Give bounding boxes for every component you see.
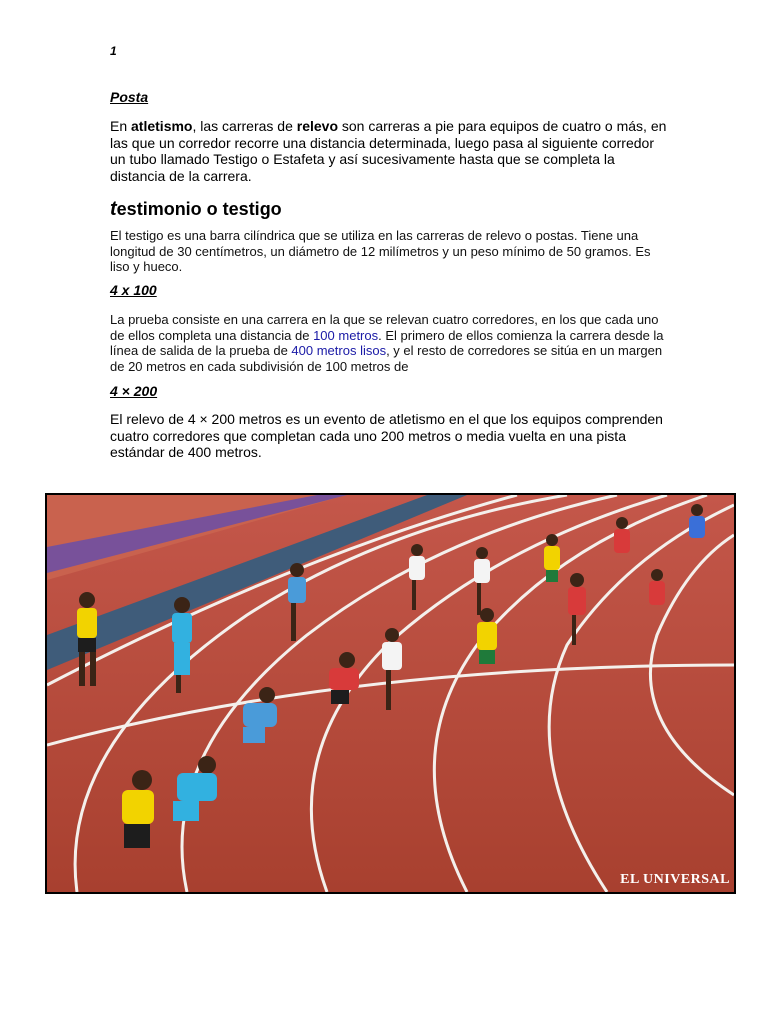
link-100-metros[interactable]: 100 metros [313,327,379,343]
text-run: son carreras a pie para equipos de cuatro o más, en las que un corredor recorre una distancia determinada, luego pasa al siguiente corredor un tubo llamado Testigo o Estafeta y así sucesivamente hasta que se completa la distancia de la carrera. [110,118,667,184]
text-run: , y el resto de corredores se sitúa en un margen de 20 metros en cada subdivisión de 100 metros de [110,343,663,374]
relay-race-photo [45,493,736,894]
link-400-metros-lisos[interactable]: 400 metros lisos [291,343,387,358]
heading-4x100: 4 x 100 [110,282,157,298]
heading-rest: estimonio o testigo [116,199,282,219]
text-run: En [110,118,132,134]
heading-first-letter: t [110,198,117,220]
heading-4x200: 4 × 200 [110,383,158,399]
paragraph-4x100 [110,312,670,374]
bold-term-relevo: relevo [296,118,338,134]
text-run: La prueba consiste en una carrera en la que se relevan cuatro corredores, en los que cada uno de ellos completa una distancia de [110,312,659,343]
paragraph-4x200: El relevo de 4 × 200 metros es un evento de atletismo en el que los equipos comprenden cuatro corredores que completan cada uno 200 metros o media vuelta en una pista estándar de 400 metros. [110,411,663,460]
heading-posta: Posta [110,89,149,105]
paragraph-testigo: El testigo es una barra cilíndrica que se utiliza en las carreras de relevo o postas. Tiene una longitud de 30 centímetros, un diámetro de 12 milímetros y un peso mínimo de 50 gramos. Es liso y hueco. [110,228,651,274]
page-number: 1 [110,44,117,58]
text-run: , las carreras de [192,118,297,134]
track-illustration [47,495,734,892]
photo-watermark: EL UNIVERSAL [620,872,730,887]
bold-term-atletismo: atletismo [131,118,193,134]
heading-testimonio [110,198,282,221]
text-run: . El primero de ellos comienza la carrera desde la línea de salida de la prueba de [110,327,664,358]
paragraph-posta [110,118,670,184]
